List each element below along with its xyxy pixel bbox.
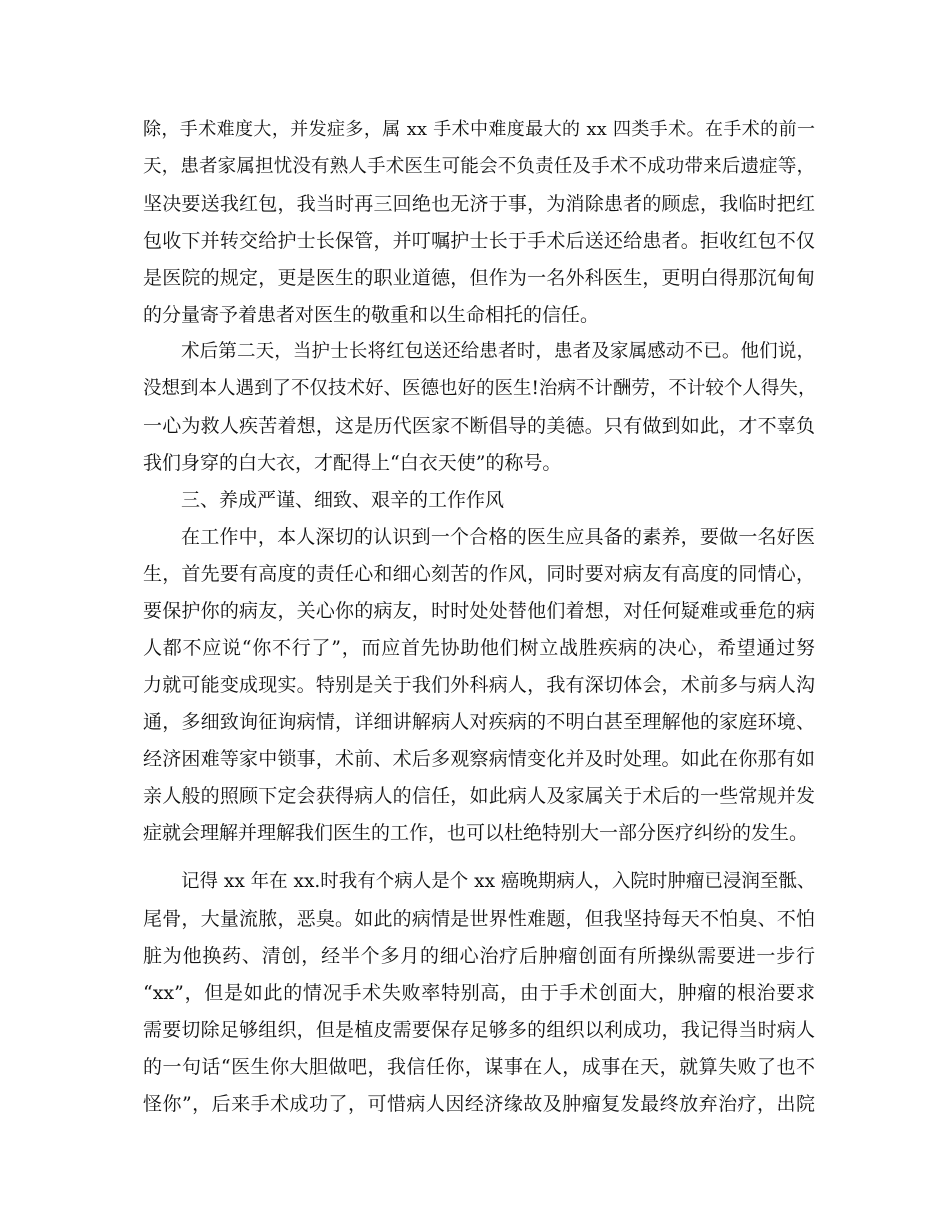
paragraph-start-line: 在工作中，本人深切的认识到一个合格的医生应具备的素养，要做一名好医 [181, 526, 815, 548]
text-line: 力就可能变成现实。特别是关于我们外科病人，我有深切体会，术前多与病人沟 [143, 674, 815, 696]
text-line: 我们身穿的白大衣，才配得上“白衣天使”的称号。 [143, 452, 562, 474]
text-line: 经济困难等家中锁事，术前、术后多观察病情变化并及时处理。如此在你那有如 [143, 748, 815, 770]
text-line: 需要切除足够组织，但是植皮需要保存足够多的组织以利成功，我记得当时病人 [143, 1019, 815, 1041]
text-line: 人都不应说“你不行了”，而应首先协助他们树立战胜疾病的决心，希望通过努 [143, 637, 815, 659]
text-line: 的分量寄予着患者对医生的敬重和以生命相托的信任。 [143, 304, 600, 326]
paragraph-start-line: 术后第二天，当护士长将红包送还给患者时，患者及家属感动不已。他们说， [181, 341, 815, 362]
text-line: 生，首先要有高度的责任心和细心刻苦的作风，同时要对病友有高度的同情心， [143, 563, 815, 585]
text-line: 尾骨，大量流脓，恶臭。如此的病情是世界性难题，但我坚持每天不怕臭、不怕 [143, 908, 815, 930]
text-line: 天，患者家属担忧没有熟人手术医生可能会不负责任及手术不成功带来后遗症等， [143, 156, 815, 177]
text-line: 包收下并转交给护士长保管，并叮嘱护士长于手术后送还给患者。拒收红包不仅 [143, 230, 815, 252]
paragraph-start-line: 记得 xx 年在 xx.时我有个病人是个 xx 癌晚期病人，入院时肿瘤已浸润至骶、 [181, 871, 816, 892]
text-line: 是医院的规定，更是医生的职业道德，但作为一名外科医生，更明白得那沉甸甸 [143, 267, 815, 289]
text-line: 一心为救人疾苦着想，这是历代医家不断倡导的美德。只有做到如此，才不辜负 [143, 415, 815, 437]
text-line: 要保护你的病友，关心你的病友，时时处处替他们着想，对任何疑难或垂危的病 [143, 600, 815, 622]
text-line: 症就会理解并理解我们医生的工作，也可以杜绝特别大一部分医疗纠纷的发生。 [143, 822, 809, 844]
text-line: 亲人般的照顾下定会获得病人的信任，如此病人及家属关于术后的一些常规并发 [143, 785, 815, 807]
text-line: 除，手术难度大，并发症多，属 xx 手术中难度最大的 xx 四类手术。在手术的前一 [143, 119, 815, 140]
text-line: 没想到本人遇到了不仅技术好、医德也好的医生!治病不计酬劳，不计较个人得失， [143, 378, 817, 399]
text-line: “xx”，但是如此的情况手术失败率特别高，由于手术创面大，肿瘤的根治要求 [143, 982, 815, 1004]
text-line: 通，多细致询征询病情，详细讲解病人对疾病的不明白甚至理解他的家庭环境、 [143, 711, 815, 733]
text-line: 的一句话“医生你大胆做吧，我信任你，谋事在人，成事在天，就算失败了也不 [143, 1056, 815, 1078]
section-heading: 三、养成严谨、细致、艰辛的工作作风 [181, 489, 505, 511]
text-line: 怪你”，后来手术成功了，可惜病人因经济缘故及肿瘤复发最终放弃治疗，出院 [143, 1093, 815, 1115]
text-line: 坚决要送我红包，我当时再三回绝也无济于事，为消除患者的顾虑，我临时把红 [143, 193, 815, 215]
text-line: 脏为他换药、清创，经半个多月的细心治疗后肿瘤创面有所操纵需要进一步行 [143, 945, 815, 967]
